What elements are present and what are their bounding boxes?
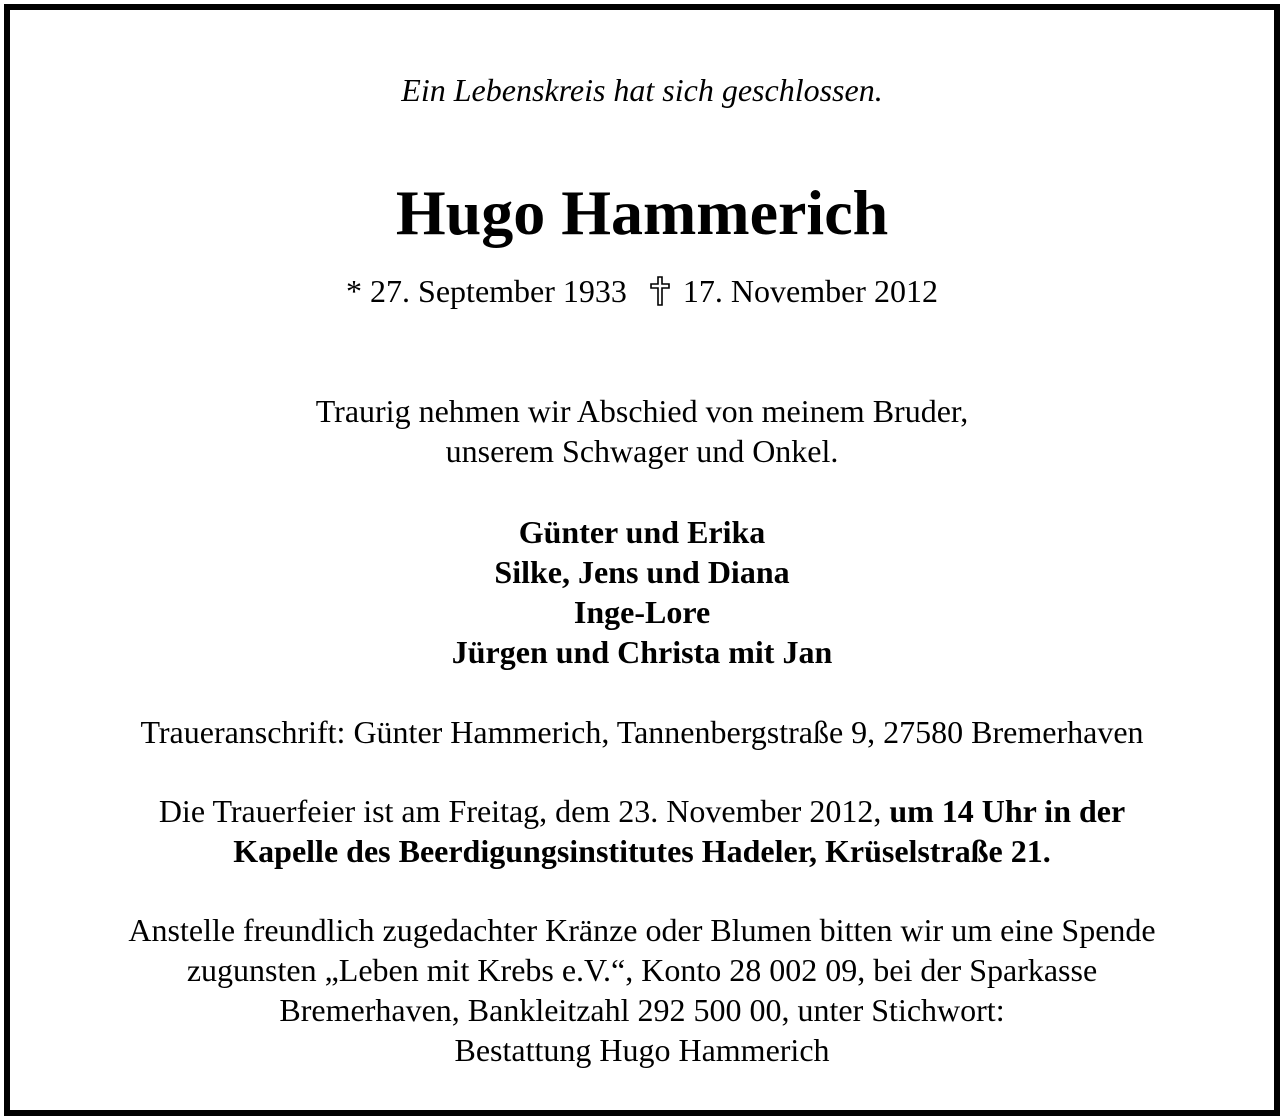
life-dates [10, 271, 1274, 311]
latin-cross-icon [649, 276, 671, 306]
obituary-notice [4, 4, 1280, 1116]
service-date-text: Die Trauerfeier ist am Freitag, dem 23. November 2012, [158, 793, 882, 829]
deceased-name: Hugo Hammerich [395, 177, 889, 248]
service-time-text: um 14 Uhr in der [889, 793, 1126, 829]
donation-line: zugunsten „Leben mit Krebs e.V.“, Konto 28 002 09, bei der Sparkasse [186, 952, 1098, 988]
death-date: 17. November 2012 [682, 273, 938, 309]
birth-date: * 27. September 1933 [346, 273, 627, 309]
farewell-line: unserem Schwager und Onkel. [445, 433, 839, 469]
motto: Ein Lebenskreis hat sich geschlossen. [401, 72, 883, 108]
family-member-line: Inge-Lore [573, 594, 711, 630]
funeral-service-line [10, 791, 1274, 831]
service-location-text: Kapelle des Beerdigungsinstitutes Hadeler, Krüselstraße 21. [233, 833, 1051, 869]
donation-line: Bremerhaven, Bankleitzahl 292 500 00, unter Stichwort: [279, 992, 1005, 1028]
donation-line: Anstelle freundlich zugedachter Kränze oder Blumen bitten wir um eine Spende [128, 912, 1156, 948]
family-member-line: Silke, Jens und Diana [494, 554, 790, 590]
donation-line: Bestattung Hugo Hammerich [454, 1032, 830, 1068]
farewell-line: Traurig nehmen wir Abschied von meinem Bruder, [315, 393, 969, 429]
family-member-line: Jürgen und Christa mit Jan [451, 634, 833, 670]
mourning-address: Traueranschrift: Günter Hammerich, Tannenbergstraße 9, 27580 Bremerhaven [140, 714, 1144, 750]
family-member-line: Günter und Erika [518, 514, 766, 550]
